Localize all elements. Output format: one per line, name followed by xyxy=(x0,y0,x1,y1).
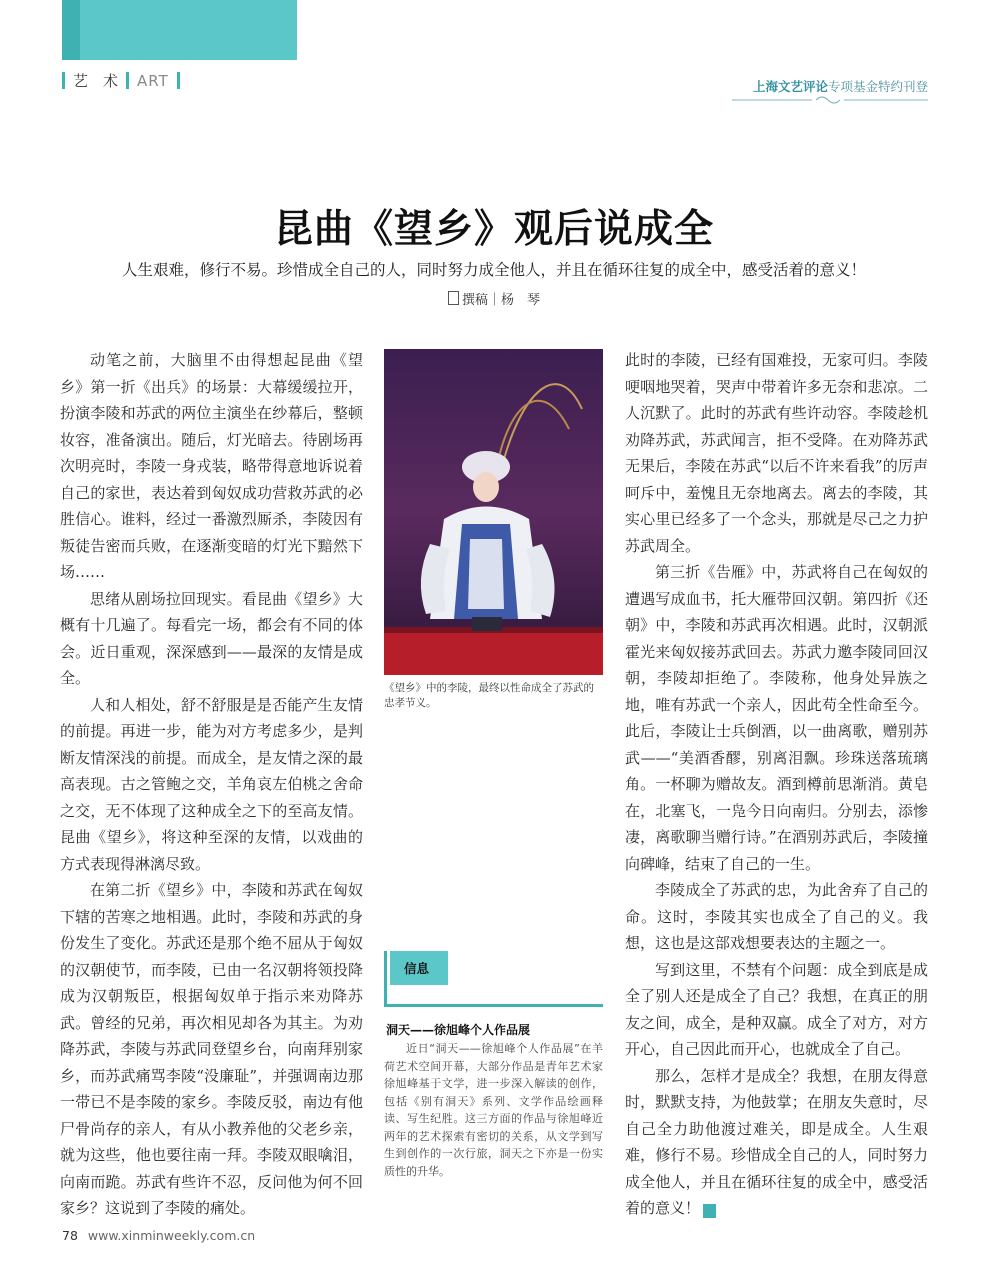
page-number: 78 xyxy=(62,1228,78,1243)
section-label-zh: 艺 术 xyxy=(73,72,119,90)
ornament-icon xyxy=(732,95,928,105)
paragraph: 人和人相处，舒不舒服是是否能产生友情的前提。再进一步，能为对方考虑多少，是判断友情深浅的前提。而成全，是友情之深的最高表现。古之管鲍之交，羊角哀左伯桃之舍命之交，无不体现了这种成全之下的至高友情。昆曲《望乡》，将这种至深的友情，以戏曲的方式表现得淋漓尽致。 xyxy=(60,695,363,873)
info-box-header xyxy=(384,951,603,1009)
section-label-en: ART xyxy=(137,71,169,90)
byline xyxy=(0,289,988,308)
sponsor-brand: 上海文艺评论 xyxy=(752,79,828,94)
header-color-bar xyxy=(62,0,297,60)
paragraph-text: 那么，怎样才是成全？我想，在朋友得意时，默默支持，为他鼓掌；在朋友失意时，尽自己全力助他渡过难关，即是成全。人生艰难，修行不易。珍惜成全自己的人，同时努力成全他人，并且在循环往复的成全中，感受活着的意义！ xyxy=(625,1066,928,1217)
byline-text: 撰稿｜杨 琴 xyxy=(461,293,540,308)
photo-caption: 《望乡》中的李陵，最终以性命成全了苏武的忠孝节义。 xyxy=(384,682,594,709)
footer xyxy=(62,1228,255,1243)
paragraph: 写到这里，不禁有个问题：成全到底是成全了别人还是成全了自己？我想，在真正的朋友之间，成全，是种双赢。成全了对方，对方开心，自己因此而开心，也就成全了自己。 xyxy=(625,960,928,1058)
info-title: 洞天——徐旭峰个人作品展 xyxy=(386,1023,531,1037)
article-title: 昆曲《望乡》观后说成全 xyxy=(273,206,714,252)
end-mark-icon: 新 xyxy=(703,1204,716,1218)
paragraph: 此时的李陵，已经有国难投，无家可归。李陵哽咽地哭着，哭声中带着许多无奈和悲凉。二人沉默了。此时的苏武有些许动容。李陵趁机劝降苏武，苏武闻言，拒不受降。在劝降苏武无果后，李陵在苏武“以后不许来看我”的厉声呵斥中，羞愧且无奈地离去。离去的李陵，其实心里已经多了一个念头，那就是尽己之力护苏武周全。 xyxy=(625,351,928,555)
paragraph: 思绪从剧场拉回现实。看昆曲《望乡》大概有十几遍了。每看完一场，都会有不同的体会。近日重观，深深感到——最深的友情是成全。 xyxy=(60,589,363,687)
sponsor-text: 专项基金特约刊登 xyxy=(827,79,928,94)
paragraph xyxy=(625,1063,928,1222)
article-column-right xyxy=(625,347,928,1222)
sponsor-tag xyxy=(732,77,928,95)
footer-url[interactable]: www.xinminweekly.com.cn xyxy=(87,1228,256,1243)
paragraph: 第三折《告雁》中，苏武将自己在匈奴的遭遇写成血书，托大雁带回汉朝。第四折《还朝》中，李陵和苏武再次相遇。此时，汉朝派霍光来匈奴接苏武回去。苏武力邀李陵同回汉朝，李陵却拒绝了。李陵称，他身处异族之地，唯有苏武一个亲人，因此苟全性命至今。此后，李陵让士兵倒酒，以一曲离歌，赠别苏武——“美酒香醪，别离泪飘。珍珠送落琉璃角。一杯聊为赠故友。酒到樽前思渐消。黄皂在，北塞飞，一凫今日向南归。分别去，添惨凄，离歌聊当赠行诗。”在酒别苏武后，李陵撞向碑峰，结束了自己的一生。 xyxy=(625,563,928,873)
article-column-left xyxy=(60,347,363,1222)
info-tab: 信息 xyxy=(390,951,448,985)
performer-image xyxy=(384,349,603,675)
paragraph: 李陵成全了苏武的忠，为此舍弃了自己的命。这时，李陵其实也成全了自己的义。我想，这也是这部戏想要表达的主题之一。 xyxy=(625,881,928,952)
pen-icon xyxy=(448,291,459,305)
paragraph: 在第二折《望乡》中，李陵和苏武在匈奴下辖的苦寒之地相遇。此时，李陵和苏武的身份发生了变化。苏武还是那个绝不屈从于匈奴的汉朝使节，而李陵，已由一名汉朝将领投降成为汉朝叛臣，根据匈奴单于指示来劝降苏武。曾经的兄弟，再次相见却各为其主。为劝降苏武，李陵与苏武同登望乡台，向南拜别家乡，而苏武痛骂李陵“没廉耻”，并强调南边那一带已不是李陵的家乡。李陵反驳，南边有他尸骨尚存的亲人，有从小教养他的父老乡亲，就为这些，他也要往南一拜。李陵双眼噙泪，向南而跪。苏武有些许不忍，反问他为何不回家乡？这说到了李陵的痛处。 xyxy=(60,881,363,1217)
stage-photo xyxy=(384,349,603,675)
info-paragraph: 近日“洞天——徐旭峰个人作品展”在羊荷艺术空间开幕，大部分作品是青年艺术家徐旭峰基于文学，进一步深入解读的创作，包括《别有洞天》系列、文学作品绘画释读、写生纪胜。这三方面的作品与徐旭峰近两年的艺术探索有密切的关系，从文学到写生到创作的一次行旅，洞天之下亦是一份实质性的升华。 xyxy=(384,1042,603,1178)
info-body xyxy=(384,1040,603,1180)
article-subtitle: 人生艰难，修行不易。珍惜成全自己的人，同时努力成全他人，并且在循环往复的成全中，感受活着的意义！ xyxy=(121,261,866,279)
paragraph: 动笔之前，大脑里不由得想起昆曲《望乡》第一折《出兵》的场景：大幕缓缓拉开，扮演李陵和苏武的两位主演坐在纱幕后，整顿妆容，准备演出。随后，灯光暗去。待剧场再次明亮时，李陵一身戎装，略带得意地诉说着自己的家世，表达着到匈奴成功营救苏武的必胜信心。谁料，经过一番激烈厮杀，李陵因有叛徒告密而兵败，在逐渐变暗的灯光下黯然下场…… xyxy=(60,351,363,581)
section-label xyxy=(62,70,188,91)
